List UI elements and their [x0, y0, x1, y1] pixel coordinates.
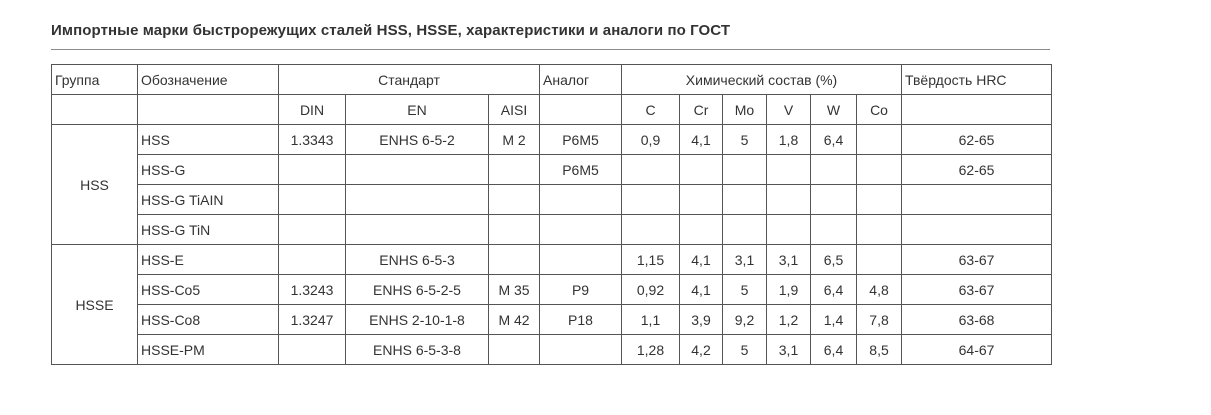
header-analog: Аналог [540, 65, 622, 95]
en-cell: ENHS 6-5-3-8 [346, 335, 489, 365]
hrc-cell: 62-65 [902, 125, 1052, 155]
designation-cell: HSS-G [138, 155, 279, 185]
header-empty-cell [138, 95, 279, 125]
designation-cell: HSS-G TiAIN [138, 185, 279, 215]
din-cell: 1.3343 [279, 125, 346, 155]
din-cell: 1.3243 [279, 275, 346, 305]
c-cell: 1,28 [622, 335, 680, 365]
en-cell: ENHS 6-5-2 [346, 125, 489, 155]
mo-cell: 5 [723, 335, 767, 365]
co-cell [857, 125, 902, 155]
v-cell: 3,1 [767, 335, 811, 365]
header-row-2 [52, 95, 1052, 125]
v-cell: 3,1 [767, 245, 811, 275]
din-cell [279, 185, 346, 215]
header-chemical-composition: Химический состав (%) [622, 65, 902, 95]
page-title: Импортные марки быстрорежущих сталей HSS, HSSE, характеристики и аналоги по ГОСТ [51, 22, 731, 39]
hrc-cell [902, 185, 1052, 215]
header-designation: Обозначение [138, 65, 279, 95]
aisi-cell: M 42 [489, 305, 540, 335]
table-row [52, 275, 1052, 305]
en-cell: ENHS 6-5-3 [346, 245, 489, 275]
co-cell: 7,8 [857, 305, 902, 335]
mo-cell [723, 155, 767, 185]
hrc-cell: 64-67 [902, 335, 1052, 365]
cr-cell [680, 155, 723, 185]
designation-cell: HSSE-PM [138, 335, 279, 365]
aisi-cell [489, 185, 540, 215]
w-cell: 1,4 [811, 305, 857, 335]
header-hardness: Твёрдость HRC [902, 65, 1052, 95]
w-cell [811, 185, 857, 215]
din-cell [279, 155, 346, 185]
v-cell: 1,2 [767, 305, 811, 335]
table-row [52, 185, 1052, 215]
group-cell: HSSE [52, 245, 138, 365]
w-cell: 6,5 [811, 245, 857, 275]
en-cell: ENHS 2-10-1-8 [346, 305, 489, 335]
w-cell [811, 155, 857, 185]
table-row [52, 155, 1052, 185]
w-cell: 6,4 [811, 125, 857, 155]
hrc-cell [902, 215, 1052, 245]
en-cell [346, 185, 489, 215]
analog-cell [540, 215, 622, 245]
co-cell [857, 185, 902, 215]
header-standard: Стандарт [279, 65, 540, 95]
mo-cell: 9,2 [723, 305, 767, 335]
analog-cell: Р6М5 [540, 125, 622, 155]
aisi-cell: M 35 [489, 275, 540, 305]
co-cell [857, 245, 902, 275]
c-cell: 0,92 [622, 275, 680, 305]
din-cell: 1.3247 [279, 305, 346, 335]
aisi-cell [489, 215, 540, 245]
c-cell: 1,15 [622, 245, 680, 275]
c-cell [622, 185, 680, 215]
aisi-cell [489, 155, 540, 185]
mo-cell: 5 [723, 125, 767, 155]
header-empty-cell [540, 95, 622, 125]
header-group: Группа [52, 65, 138, 95]
cr-cell: 4,1 [680, 125, 723, 155]
co-cell: 4,8 [857, 275, 902, 305]
designation-cell: HSS-G TiN [138, 215, 279, 245]
analog-cell [540, 185, 622, 215]
analog-cell: Р6М5 [540, 155, 622, 185]
hrc-cell: 63-67 [902, 245, 1052, 275]
v-cell: 1,9 [767, 275, 811, 305]
header-aisi: AISI [489, 95, 540, 125]
header-empty-cell [52, 95, 138, 125]
din-cell [279, 245, 346, 275]
c-cell [622, 215, 680, 245]
cr-cell: 4,1 [680, 275, 723, 305]
title-divider [51, 49, 1050, 50]
analog-cell: Р9 [540, 275, 622, 305]
header-row-1 [52, 65, 1052, 95]
header-cr: Cr [680, 95, 723, 125]
v-cell [767, 155, 811, 185]
steel-grades-table [51, 64, 1052, 365]
aisi-cell: M 2 [489, 125, 540, 155]
cr-cell: 4,1 [680, 245, 723, 275]
table-row [52, 335, 1052, 365]
cr-cell: 4,2 [680, 335, 723, 365]
analog-cell [540, 335, 622, 365]
co-cell [857, 215, 902, 245]
c-cell: 1,1 [622, 305, 680, 335]
hrc-cell: 63-67 [902, 275, 1052, 305]
v-cell [767, 185, 811, 215]
designation-cell: HSS [138, 125, 279, 155]
cr-cell: 3,9 [680, 305, 723, 335]
c-cell: 0,9 [622, 125, 680, 155]
w-cell: 6,4 [811, 335, 857, 365]
table-row [52, 245, 1052, 275]
en-cell [346, 215, 489, 245]
mo-cell [723, 185, 767, 215]
analog-cell: Р18 [540, 305, 622, 335]
header-empty-cell [902, 95, 1052, 125]
header-en: EN [346, 95, 489, 125]
designation-cell: HSS-Co5 [138, 275, 279, 305]
header-din: DIN [279, 95, 346, 125]
aisi-cell [489, 245, 540, 275]
aisi-cell [489, 335, 540, 365]
designation-cell: HSS-E [138, 245, 279, 275]
header-mo: Mo [723, 95, 767, 125]
analog-cell [540, 245, 622, 275]
header-c: C [622, 95, 680, 125]
header-co: Co [857, 95, 902, 125]
mo-cell [723, 215, 767, 245]
v-cell [767, 215, 811, 245]
mo-cell: 3,1 [723, 245, 767, 275]
cr-cell [680, 185, 723, 215]
w-cell: 6,4 [811, 275, 857, 305]
hrc-cell: 62-65 [902, 155, 1052, 185]
en-cell: ENHS 6-5-2-5 [346, 275, 489, 305]
header-w: W [811, 95, 857, 125]
mo-cell: 5 [723, 275, 767, 305]
hrc-cell: 63-68 [902, 305, 1052, 335]
w-cell [811, 215, 857, 245]
v-cell: 1,8 [767, 125, 811, 155]
designation-cell: HSS-Co8 [138, 305, 279, 335]
table-row [52, 125, 1052, 155]
co-cell [857, 155, 902, 185]
din-cell [279, 215, 346, 245]
cr-cell [680, 215, 723, 245]
table-row [52, 215, 1052, 245]
c-cell [622, 155, 680, 185]
co-cell: 8,5 [857, 335, 902, 365]
en-cell [346, 155, 489, 185]
din-cell [279, 335, 346, 365]
table-row [52, 305, 1052, 335]
header-v: V [767, 95, 811, 125]
group-cell: HSS [52, 125, 138, 245]
